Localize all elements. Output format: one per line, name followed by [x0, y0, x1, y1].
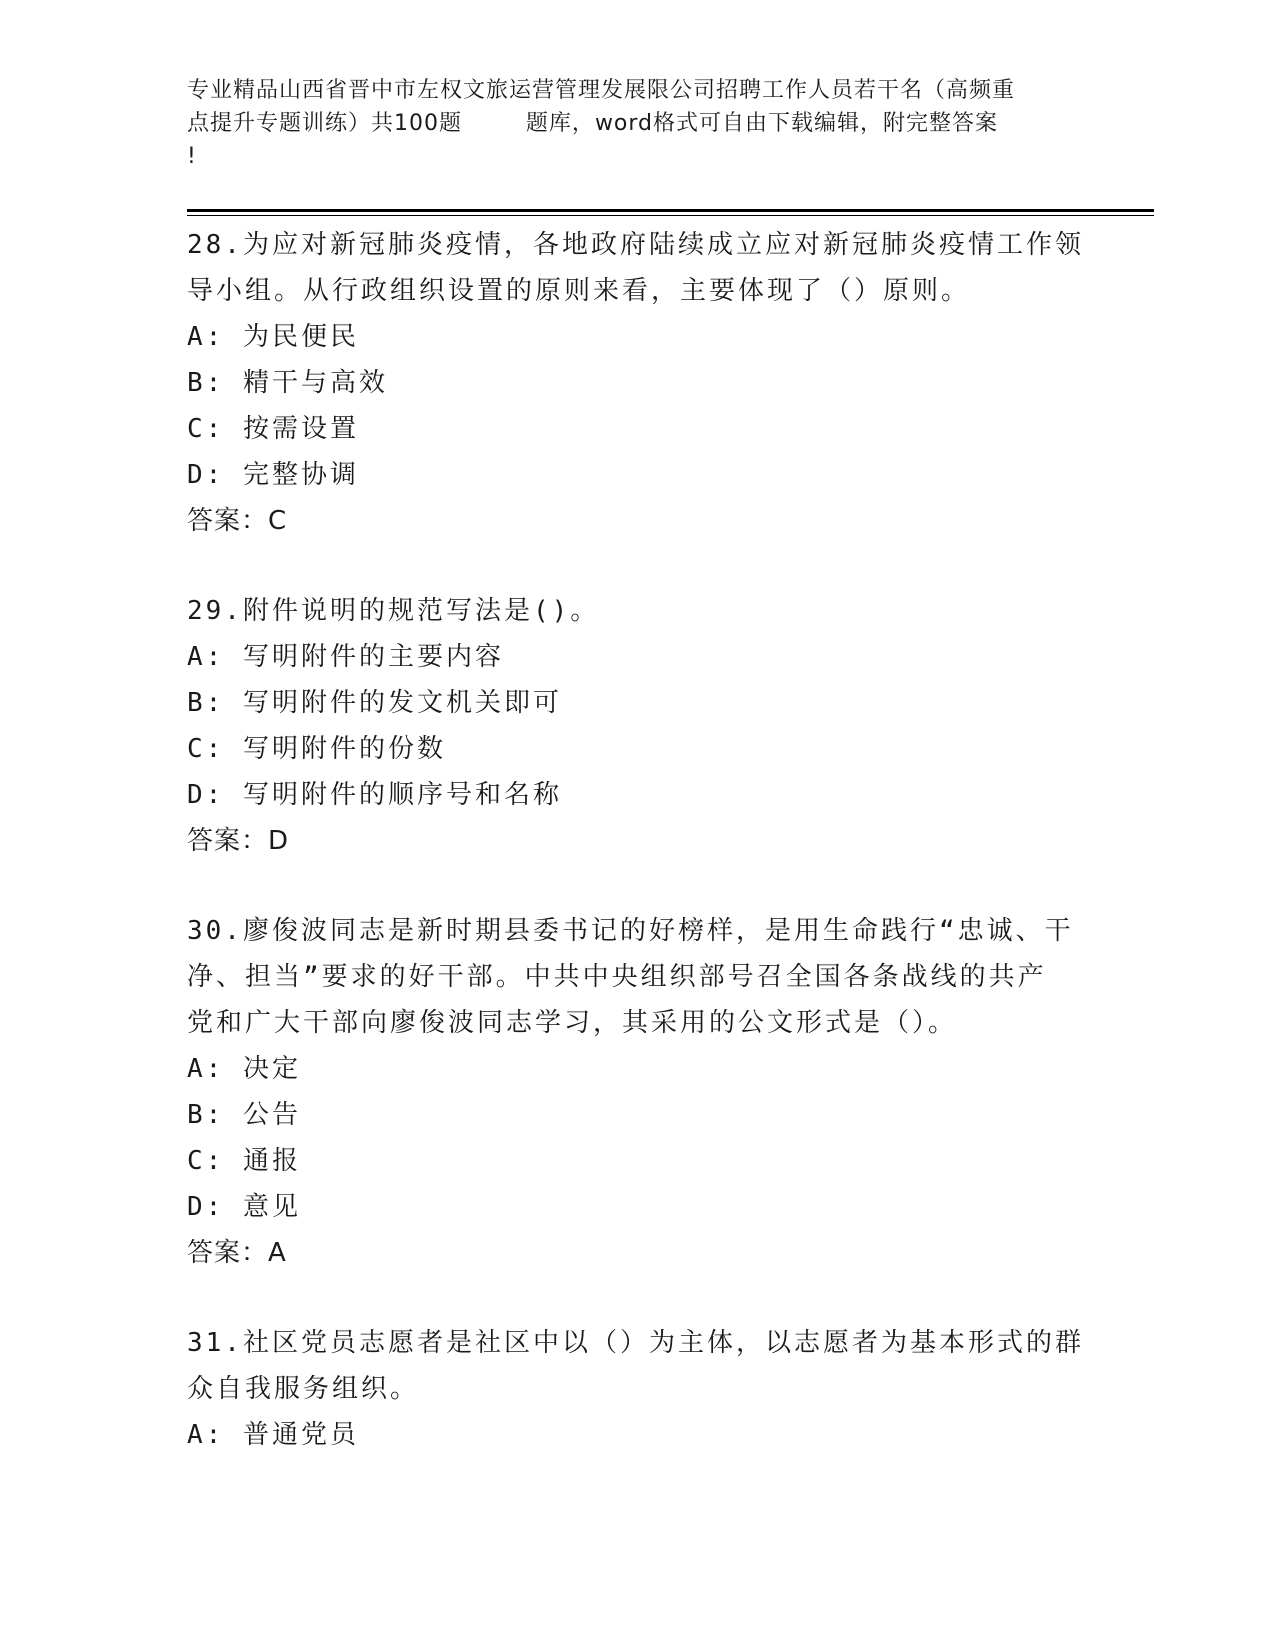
- option-d: D: 完整协调: [187, 460, 359, 490]
- header-line: 点提升专题训练）共100题 题库，word格式可自由下载编辑，附完整答案: [187, 111, 999, 136]
- question-28: [187, 222, 1087, 544]
- question-text: 众自我服务组织。: [187, 1374, 420, 1404]
- question-text: 净、担当”要求的好干部。中共中央组织部号召全国各条战线的共产: [187, 962, 1047, 992]
- option-d: D: 写明附件的顺序号和名称: [187, 780, 562, 810]
- option-a: A: 普通党员: [187, 1420, 359, 1450]
- option-a: A: 写明附件的主要内容: [187, 642, 504, 672]
- option-d: D: 意见: [187, 1192, 301, 1222]
- document-header: [187, 74, 1107, 173]
- question-list: [187, 222, 1087, 1458]
- option-a: A: 决定: [187, 1054, 301, 1084]
- option-c: C: 写明附件的份数: [187, 734, 446, 764]
- question-text: 31.社区党员志愿者是社区中以（）为主体，以志愿者为基本形式的群: [187, 1328, 1084, 1358]
- question-text: 党和广大干部向廖俊波同志学习，其采用的公文形式是（）。: [187, 1008, 958, 1038]
- answer-label: 答案：A: [187, 1238, 287, 1268]
- option-b: B: 精干与高效: [187, 368, 388, 398]
- header-line: !: [187, 144, 197, 169]
- header-divider: [187, 209, 1154, 212]
- option-c: C: 通报: [187, 1146, 301, 1176]
- question-text: 导小组。从行政组织设置的原则来看，主要体现了（）原则。: [187, 276, 971, 306]
- question-text: 29.附件说明的规范写法是()。: [187, 596, 600, 626]
- option-a: A: 为民便民: [187, 322, 359, 352]
- header-divider: [187, 215, 1154, 216]
- option-b: B: 写明附件的发文机关即可: [187, 688, 562, 718]
- option-c: C: 按需设置: [187, 414, 359, 444]
- question-31: [187, 1320, 1087, 1458]
- answer-label: 答案：D: [187, 826, 290, 856]
- question-text: 28.为应对新冠肺炎疫情，各地政府陆续成立应对新冠肺炎疫情工作领: [187, 230, 1084, 260]
- question-text: 30.廖俊波同志是新时期县委书记的好榜样，是用生命践行“忠诚、干: [187, 916, 1074, 946]
- option-b: B: 公告: [187, 1100, 301, 1130]
- question-30: [187, 908, 1087, 1276]
- question-29: [187, 588, 1087, 864]
- header-line: 专业精品山西省晋中市左权文旅运营管理发展限公司招聘工作人员若干名（高频重: [187, 78, 1016, 103]
- answer-label: 答案：C: [187, 506, 288, 536]
